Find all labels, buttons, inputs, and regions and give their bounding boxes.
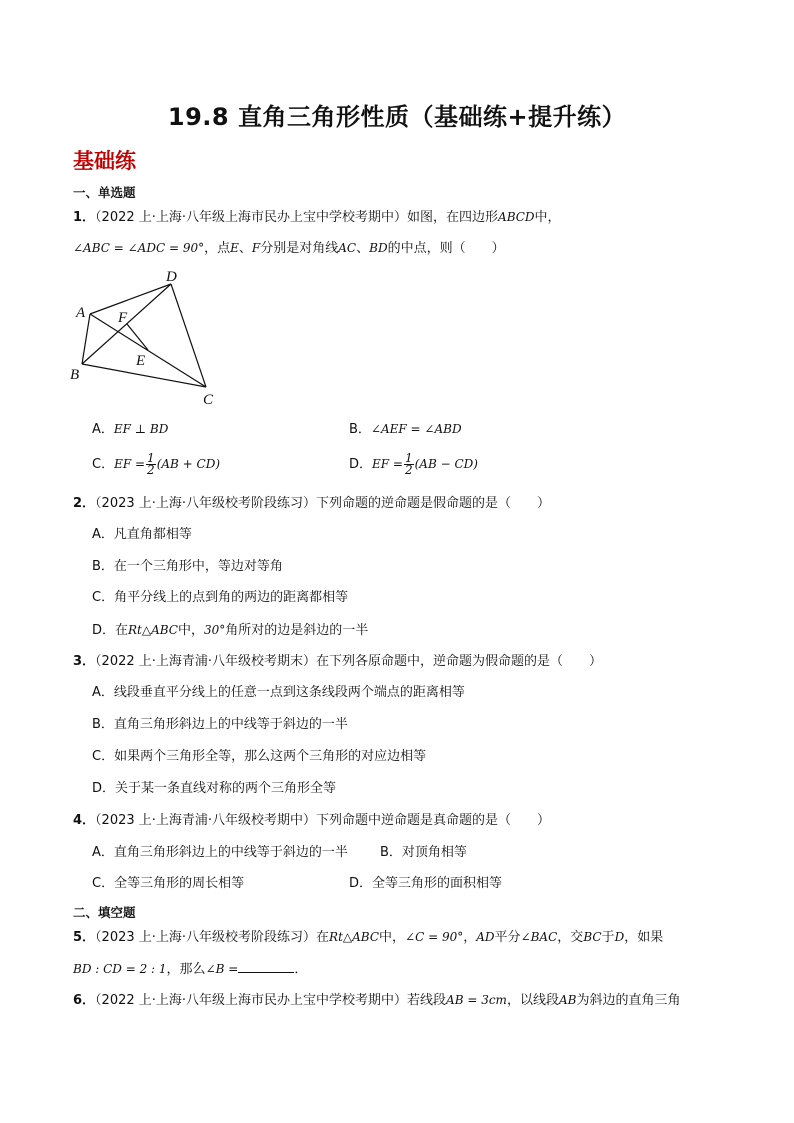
math-text: BD [369,241,388,255]
label-C: C [203,392,214,408]
option-letter: D． [349,457,373,472]
math-text: AD [476,930,495,944]
fraction-numerator: 1 [147,451,155,465]
question-text: （2023 上·上海·八年级校考阶段练习）在 [95,930,330,945]
math-text: Rt△ABC [128,623,178,637]
question-text: ． [294,962,308,977]
fraction-denominator: 2 [404,463,413,477]
math-text: D [614,930,625,944]
math-text: E [230,241,239,255]
question-text: 于 [601,930,615,945]
math-text: AB = 3cm [446,993,507,1007]
question-3-stem [73,653,602,671]
math-text: ABCD [498,210,535,224]
math-text: BC [583,930,602,944]
question-text: 的中点，则（ ） [387,241,505,256]
label-D: D [166,269,177,285]
question-text: （2022 上·上海青浦·八年级校考期末）在下列各原命题中，逆命题为假命题的是（ ） [95,654,603,669]
question-text: 中， [534,210,561,225]
math-text: ∠ABC = ∠ADC = 90° [73,241,205,255]
math-text: EF = [114,457,146,471]
page-title: 19.8 直角三角形性质（基础练+提升练） [167,103,627,131]
math-text: ∠C = 90° [405,930,464,944]
fraction [146,453,156,476]
q4-option-d[interactable]: D．全等三角形的面积相等 [349,876,503,891]
fraction-numerator: 1 [404,451,413,465]
question-5-line-1 [73,928,663,947]
option-text: 角所对的边是斜边的一半 [225,623,369,638]
question-text: （2022 上·上海·八年级上海市民办上宝中学校考期中）如图，在四边形 [95,210,499,225]
question-number: 1． [73,210,96,225]
math-text: (AB − CD) [414,457,478,471]
math-text: Rt△ABC [329,930,380,944]
question-text: ，交 [557,930,584,945]
q2-option-c[interactable]: C．角平分线上的点到角的两边的距离都相等 [92,590,349,605]
question-text: 平分 [494,930,521,945]
q4-option-b[interactable]: B．对顶角相等 [380,845,467,860]
option-text: 中， [178,623,205,638]
option-letter: C． [92,457,115,472]
question-text: ，以线段 [506,993,559,1008]
segment-DC [171,284,206,387]
question-number: 5． [73,930,96,945]
question-text: ，那么 [166,962,206,977]
math-text: 30° [204,623,226,637]
q1-option-b[interactable] [349,420,462,439]
section-heading: 基础练 [73,149,136,173]
q3-option-a[interactable]: A．线段垂直平分线上的任意一点到这条线段两个端点的距离相等 [92,685,465,700]
question-text: 分别是对角线 [260,241,339,256]
question-text: 、 [356,241,370,256]
part-heading-fill-in: 二、填空题 [73,905,136,920]
label-B: B [70,367,80,383]
question-text: ， [463,930,477,945]
math-text: ∠B = [205,962,239,976]
question-text: ，点 [204,241,231,256]
question-1-line-1 [73,208,561,227]
option-letter: B． [349,422,371,437]
question-text: 中， [379,930,406,945]
math-text: AC [338,241,357,255]
question-text: （2023 上·上海·八年级校考阶段练习）下列命题的逆命题是假命题的是（ ） [95,496,551,511]
math-text: AB [558,993,577,1007]
question-text: （2023 上·上海青浦·八年级校考期中）下列命题中逆命题是真命题的是（ ） [95,813,551,828]
q2-option-b[interactable]: B．在一个三角形中，等边对等角 [92,559,283,574]
question-2-stem [73,495,550,513]
question-5-line-2 [73,960,307,979]
math-text: (AB + CD) [156,457,221,471]
q3-option-d[interactable]: D．关于某一条直线对称的两个三角形全等 [92,781,337,796]
label-F: F [118,310,128,326]
q2-option-a[interactable]: A．凡直角都相等 [92,527,192,542]
question-text: ，如果 [624,930,664,945]
q4-option-c[interactable]: C．全等三角形的周长相等 [92,876,245,891]
segment-EF [127,324,148,350]
segment-BA [82,314,90,364]
segment-AD [90,284,171,314]
question-number: 4． [73,813,96,828]
part-heading-single-choice: 一、单选题 [73,185,136,200]
fraction [404,453,414,476]
math-text: ∠AEF = ∠ABD [370,422,462,436]
question-1-line-2 [73,239,505,258]
question-6-line-1 [73,991,680,1010]
question-text: 为斜边的直角三角 [576,993,681,1008]
math-text: BD : CD = 2 : 1 [73,962,167,976]
math-text: EF ⊥ BD [113,422,169,436]
option-text: D．在 [92,623,129,638]
question-text: （2022 上·上海·八年级上海市民办上宝中学校考期中）若线段 [95,993,447,1008]
label-E: E [136,353,146,369]
q4-option-a[interactable]: A．直角三角形斜边上的中线等于斜边的一半 [92,845,348,860]
math-text: F [251,241,261,255]
question-number: 3． [73,654,96,669]
math-text: ∠BAC [520,930,558,944]
q1-option-d[interactable] [349,452,478,477]
quadrilateral-figure [70,268,230,413]
question-text: 、 [238,241,252,256]
q2-option-d[interactable] [92,621,368,640]
math-text: EF = [372,457,403,471]
q1-option-c[interactable] [92,452,220,477]
q1-option-a[interactable] [92,420,168,439]
question-number: 2． [73,496,96,511]
q3-option-b[interactable]: B．直角三角形斜边上的中线等于斜边的一半 [92,717,348,732]
question-number: 6． [73,993,96,1008]
fraction-denominator: 2 [147,463,155,477]
option-letter: A． [92,422,114,437]
label-A: A [76,305,86,321]
answer-blank[interactable] [238,960,294,973]
q3-option-c[interactable]: C．如果两个三角形全等，那么这两个三角形的对应边相等 [92,749,427,764]
question-4-stem [73,812,550,830]
